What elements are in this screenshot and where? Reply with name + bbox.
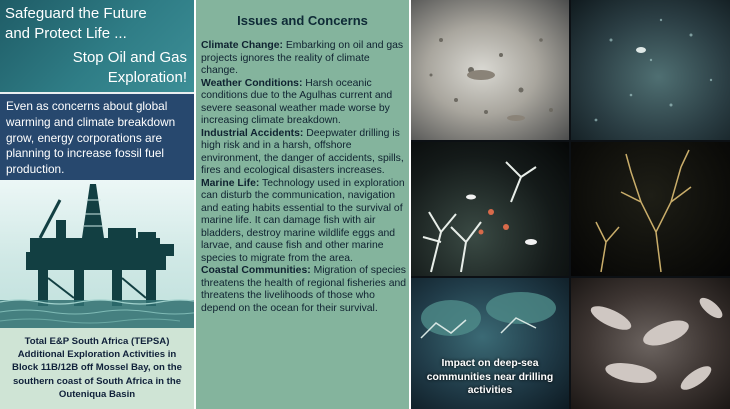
issue-text: Technology used in exploration can disturb the communication, navigation and eating habits essential to the survival of marine life. It can damage fish with air bladders, destroy marine wildlife eggs and larvae, and cause fish and other marine species to migrate from the area. <box>201 177 405 264</box>
seafloor-sediment-photo <box>411 0 569 140</box>
issue-heading: Coastal Communities: <box>201 265 311 276</box>
deep-sea-fish-photo <box>571 278 730 409</box>
issue-industrial-accidents <box>201 128 407 178</box>
hero-banner <box>0 0 194 92</box>
issue-weather-conditions <box>201 78 407 128</box>
oil-rig-icon <box>0 180 194 328</box>
issue-text: Embarking on oil and gas projects ignores the reality of climate change. <box>201 40 404 76</box>
issue-climate-change <box>201 40 407 78</box>
left-column <box>0 0 194 409</box>
issue-text: Harsh oceanic conditions due to the Agulhas current and severe seasonal weather made worse by increasing climate breakdown. <box>201 77 393 126</box>
issues-panel <box>196 0 409 409</box>
oil-rig-illustration <box>0 180 194 328</box>
photo-caption: Impact on deep-sea communities near drilling activities <box>426 358 554 396</box>
issue-heading: Marine Life: <box>201 177 260 189</box>
issue-text: Migration of species threatens the health of regional fisheries and threatens the livelihoods of those who depend on the ocean for their survival. <box>201 265 407 314</box>
pale-fish-icon <box>571 278 730 409</box>
issues-list <box>201 40 407 315</box>
deep-sea-photo-collage <box>411 0 730 409</box>
issue-heading: Industrial Accidents: <box>201 127 304 139</box>
white-coral-icon <box>411 142 569 276</box>
issues-title: Issues and Concerns <box>237 13 368 28</box>
hero-line-1: Safeguard the Future <box>5 5 147 22</box>
issue-heading: Weather Conditions: <box>201 77 303 89</box>
fan-coral-icon <box>571 142 730 276</box>
issue-marine-life <box>201 178 407 266</box>
gorgonian-coral-photo <box>571 142 730 276</box>
issue-heading: Climate Change: <box>201 40 283 51</box>
hero-line-2: and Protect Life ... <box>5 25 127 42</box>
project-caption-box <box>0 328 194 409</box>
hero-line-4: Exploration! <box>107 69 187 86</box>
intro-box <box>0 94 194 180</box>
seafloor-dark-photo <box>571 0 730 140</box>
intro-text: Even as concerns about global warming and climate breakdown grow, energy corporations are planning to increase fossil fuel production. <box>6 99 176 177</box>
seafloor-specks-icon <box>411 0 569 140</box>
issue-text: Deepwater drilling is high risk and in a harsh, offshore environment, the danger of accidents, spills, fires and ecological disasters increases. <box>201 127 404 176</box>
coral-fish-photo <box>411 142 569 276</box>
seafloor-particles-icon <box>571 0 730 140</box>
project-caption: Total E&P South Africa (TEPSA) Additional Exploration Activities in Block 11B/12B off Mossel Bay, on the southern coast of South Africa in the Outeniqua Basin <box>12 336 182 400</box>
issue-coastal-communities <box>201 265 407 315</box>
hero-line-3: Stop Oil and Gas <box>72 49 187 66</box>
